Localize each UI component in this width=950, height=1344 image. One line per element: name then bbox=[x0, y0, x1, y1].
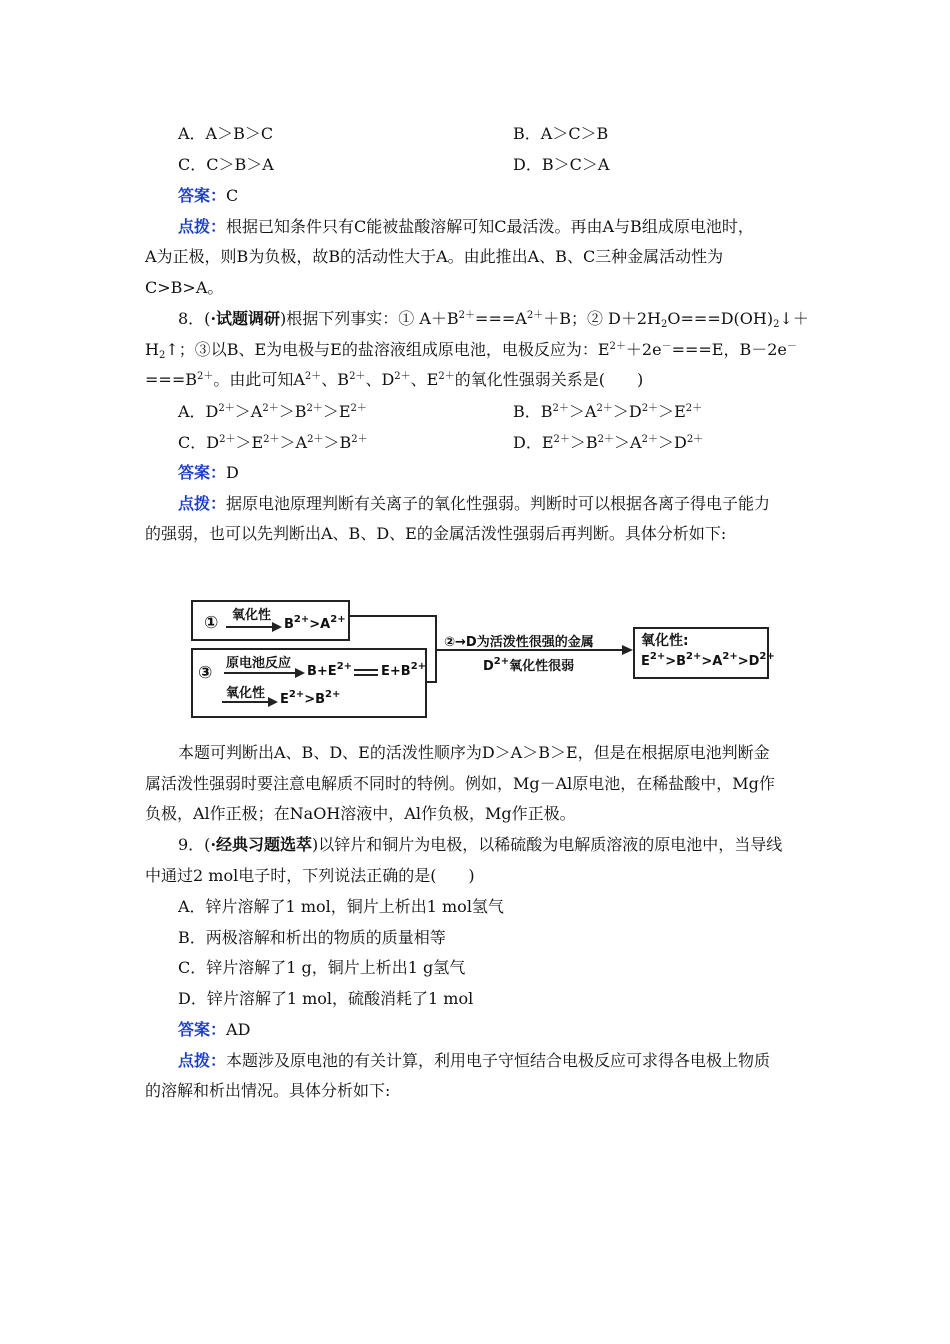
result-order: $E^{2+}>B^{2+}>A^{2+}>D^{2+}$ bbox=[641, 651, 775, 669]
question-number: 9．( bbox=[178, 835, 211, 854]
q8-analysis-line3: 负极，Al作正极；在NaOH溶液中，Al作负极，Mg作正极。 bbox=[145, 804, 576, 823]
diagram-box-1 bbox=[191, 600, 350, 641]
step-3-label-a: 原电池反应 bbox=[226, 656, 292, 671]
hint-label: 点拨： bbox=[178, 217, 227, 236]
step-1-label: 氧化性 bbox=[232, 608, 272, 623]
q7-option-b: B．A＞C＞B bbox=[513, 124, 609, 143]
q9-option-b: B．两极溶解和析出的物质的质量相等 bbox=[178, 928, 446, 947]
q8-option-a: A．$D^{2+}>A^{2+}>B^{2+}>E^{2+}$ bbox=[178, 402, 367, 421]
answer-value: C bbox=[226, 186, 239, 205]
diagram-box-3 bbox=[191, 648, 427, 718]
q8-stem-text: )根据下列事实：① $A+B^{2+}===A^{2+}+B$；② $D+2H_2O===D(OH)_2↓+$ bbox=[280, 309, 809, 330]
step-3-circle: ③ bbox=[198, 663, 213, 683]
q8-option-d: D．$E^{2+}>B^{2+}>A^{2+}>D^{2+}$ bbox=[513, 433, 704, 452]
q8-stem-line2: $H_2↑$；③以B、E为电极与E的盐溶液组成原电池，电极反应为：$E^{2+}+2e^-===E$，B－2e－ bbox=[145, 340, 797, 361]
step-2-sublabel: $D^{2+}$氧化性很弱 bbox=[483, 656, 575, 674]
q7-option-c: C．C＞B＞A bbox=[178, 155, 274, 174]
q7-hint-line3: C>B>A。 bbox=[145, 278, 224, 297]
q8-analysis-line2: 属活泼性强弱时要注意电解质不同时的特例。例如，Mg－Al原电池，在稀盐酸中，Mg作 bbox=[145, 774, 775, 793]
step-3-reaction-right: $E+B^{2+}$ bbox=[381, 661, 427, 679]
step-1-result: $B^{2+}>A^{2+}$ bbox=[284, 614, 346, 632]
q7-option-a: A．A＞B＞C bbox=[178, 124, 274, 143]
q8-hint-line2: 的强弱，也可以先判断出A、B、D、E的金属活泼性强弱后再判断。具体分析如下: bbox=[145, 524, 727, 543]
q9-option-d: D．锌片溶解了1 mol，硫酸消耗了1 mol bbox=[178, 989, 474, 1008]
step-3-reaction-left: $B+E^{2+}$ bbox=[307, 661, 353, 679]
answer-label: 答案： bbox=[178, 186, 227, 205]
q9-hint-line1 bbox=[178, 1051, 770, 1071]
q8-stem-line3: $===B^{2+}$。由此可知$A^{2+}$、$B^{2+}$、$D^{2+}$、$E^{2+}$的氧化性强弱关系是( ) bbox=[145, 370, 644, 389]
q9-stem-line1 bbox=[178, 835, 782, 855]
hint-text: 根据已知条件只有C能被盐酸溶解可知C最活泼。再由A与B组成原电池时， bbox=[226, 217, 754, 236]
question-number: 8．( bbox=[178, 309, 211, 328]
hint-text: 据原电池原理判断有关离子的氧化性强弱。判断时可以根据各离子得电子能力 bbox=[226, 494, 771, 513]
q8-answer bbox=[178, 463, 239, 483]
q8-option-b: B．$B^{2+}>A^{2+}>D^{2+}>E^{2+}$ bbox=[513, 402, 703, 421]
step-3-result: $E^{2+}>B^{2+}$ bbox=[280, 689, 341, 707]
hint-label: 点拨： bbox=[178, 494, 227, 513]
question-source: ·试题调研 bbox=[210, 309, 281, 328]
answer-value: AD bbox=[226, 1020, 251, 1039]
q8-stem-line1 bbox=[178, 309, 809, 329]
diagram-result-box bbox=[633, 627, 769, 679]
hint-label: 点拨： bbox=[178, 1051, 227, 1070]
q9-option-a: A．锌片溶解了1 mol，铜片上析出1 mol氢气 bbox=[178, 897, 504, 916]
answer-label: 答案： bbox=[178, 463, 227, 482]
question-source: ·经典习题选萃 bbox=[210, 835, 313, 854]
q7-option-d: D．B＞C＞A bbox=[513, 155, 610, 174]
q9-hint-line2: 的溶解和析出情况。具体分析如下: bbox=[145, 1081, 391, 1100]
answer-label: 答案： bbox=[178, 1020, 227, 1039]
q9-stem-text: )以锌片和铜片为电极，以稀硫酸为电解质溶液的原电池中，当导线 bbox=[312, 835, 783, 854]
q8-hint-line1 bbox=[178, 494, 770, 514]
q9-stem-line2: 中通过2 mol电子时，下列说法正确的是( ) bbox=[145, 866, 475, 885]
q7-answer bbox=[178, 186, 238, 206]
q7-hint-line2: A为正极，则B为负极，故B的活动性大于A。由此推出A、B、C三种金属活动性为 bbox=[145, 247, 724, 266]
hint-text: 本题涉及原电池的有关计算，利用电子守恒结合电极反应可求得各电极上物质 bbox=[226, 1051, 771, 1070]
answer-value: D bbox=[226, 463, 239, 482]
q7-hint-line1 bbox=[178, 217, 754, 237]
q8-option-c: C．$D^{2+}>E^{2+}>A^{2+}>B^{2+}$ bbox=[178, 433, 368, 452]
step-3-label-b: 氧化性 bbox=[226, 686, 266, 701]
q9-option-c: C．锌片溶解了1 g，铜片上析出1 g氢气 bbox=[178, 958, 466, 977]
step-1-circle: ① bbox=[204, 613, 219, 633]
q8-analysis-line1: 本题可判断出A、B、D、E的活泼性顺序为D＞A＞B＞E，但是在根据原电池判断金 bbox=[178, 743, 770, 762]
step-2-label: ②→D为活泼性很强的金属 bbox=[444, 635, 594, 650]
result-title: 氧化性: bbox=[641, 633, 689, 649]
q9-answer bbox=[178, 1020, 250, 1040]
